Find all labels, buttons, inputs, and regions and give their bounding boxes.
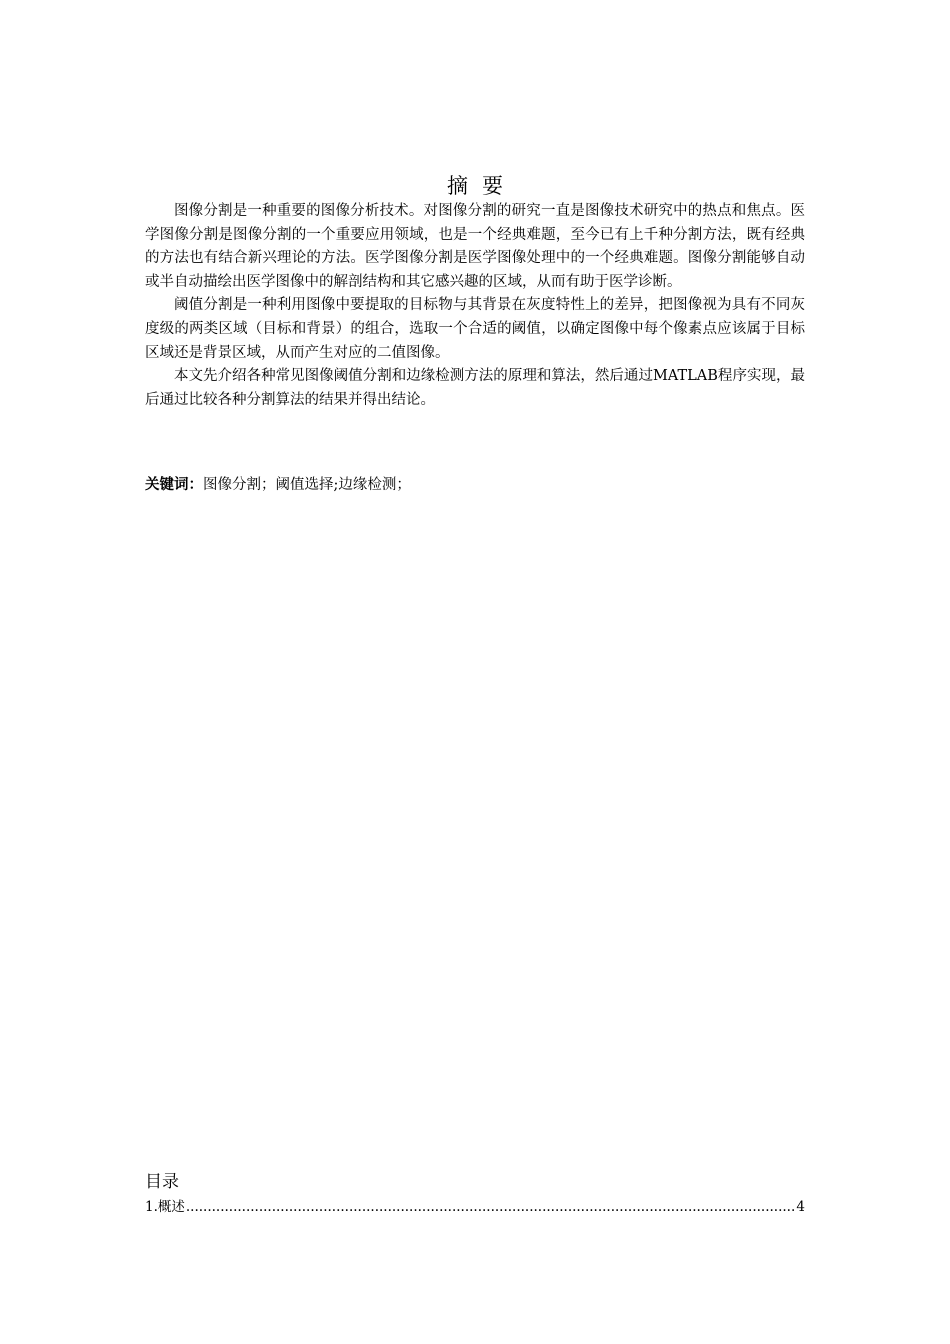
keywords-label: 关键词： xyxy=(145,477,203,493)
abstract-paragraph-2: 阈值分割是一种利用图像中要提取的目标物与其背景在灰度特性上的差异，把图像视为具有不同灰度级的两类区域（目标和背景）的组合，选取一个合适的阈值，以确定图像中每个像素点应该属于目标区域还是背景区域，从而产生对应的二值图像。 xyxy=(145,297,805,361)
toc-entry-page: 4 xyxy=(796,1199,805,1215)
toc-heading: 目录 xyxy=(145,1172,179,1192)
keywords-value: 图像分割；阈值选择;边缘检测； xyxy=(203,477,411,493)
abstract-body xyxy=(145,200,805,412)
abstract-paragraph-3: 本文先介绍各种常见图像阈值分割和边缘检测方法的原理和算法，然后通过MATLAB程序实现，最后通过比较各种分割算法的结果并得出结论。 xyxy=(145,368,805,408)
toc-leader-dots xyxy=(186,1197,796,1217)
keywords-line xyxy=(145,474,805,496)
toc-entry-label: 1.概述 xyxy=(145,1199,185,1215)
abstract-title: 摘要 xyxy=(447,174,517,198)
abstract-paragraph-1: 图像分割是一种重要的图像分析技术。对图像分割的研究一直是图像技术研究中的热点和焦点。医学图像分割是图像分割的一个重要应用领域，也是一个经典难题，至今已有上千种分割方法，既有经典的方法也有结合新兴理论的方法。医学图像分割是医学图像处理中的一个经典难题。图像分割能够自动或半自动描绘出医学图像中的解剖结构和其它感兴趣的区域，从而有助于医学诊断。 xyxy=(145,203,805,290)
toc-entry[interactable] xyxy=(145,1197,805,1217)
